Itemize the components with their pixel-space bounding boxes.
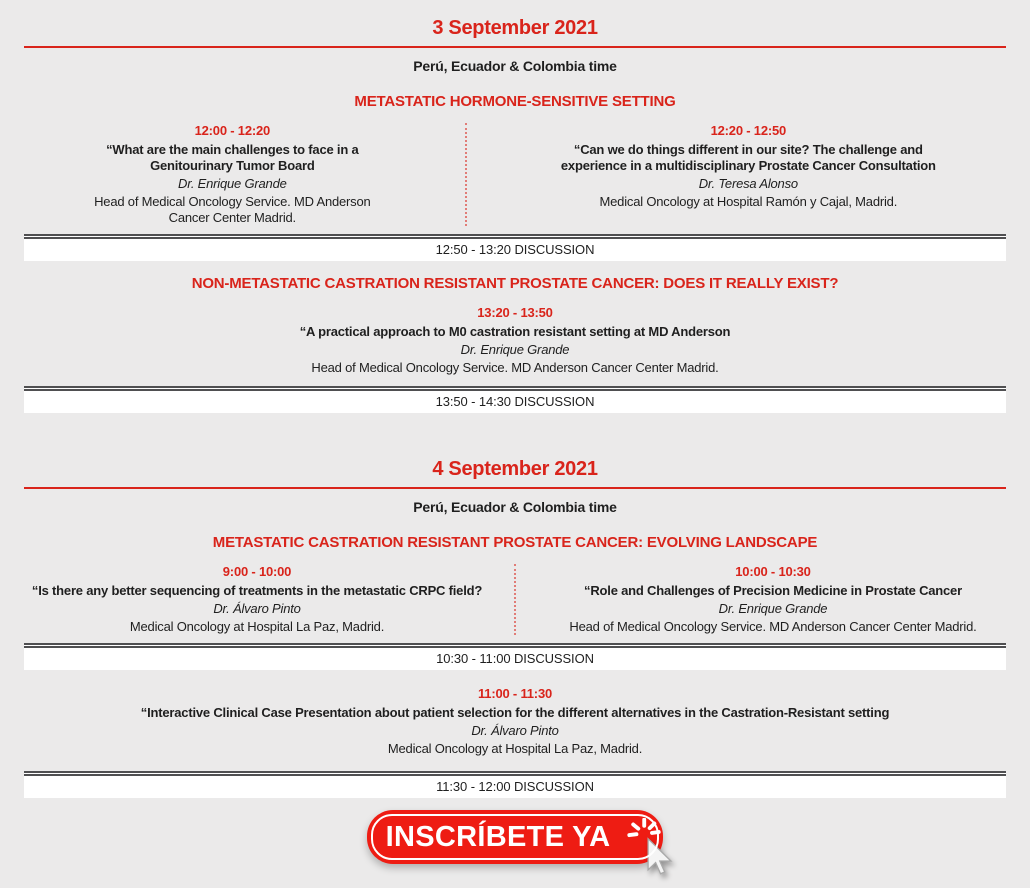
session-affiliation: Head of Medical Oncology Service. MD Anderson Cancer Center Madrid. (94, 194, 371, 225)
session-time: 11:00 - 11:30 (477, 686, 553, 701)
discussion-bar (24, 771, 1006, 798)
session-affiliation: Medical Oncology at Hospital Ramón y Cajal, Madrid. (599, 194, 898, 209)
session-title: “Interactive Clinical Case Presentation about patient selection for the different alternatives in the Castration-Resistant setting (140, 705, 890, 720)
click-cursor-icon (623, 818, 681, 888)
session-affiliation: Medical Oncology at Hospital La Paz, Madrid. (387, 741, 643, 756)
day-2-sessions-row (0, 564, 1030, 635)
track-heading-mcrpc: METASTATIC CASTRATION RESISTANT PROSTATE CANCER: EVOLVING LANDSCAPE (212, 534, 818, 551)
session-speaker: Dr. Enrique Grande (718, 601, 828, 616)
dotted-column-divider (514, 564, 516, 635)
session-card (467, 123, 1030, 226)
discussion-bar (24, 643, 1006, 670)
session-title: “Can we do things different in our site? The challenge and experience in a multidisciplinary Prostate Cancer Consultation (560, 142, 936, 173)
session-time: 12:00 - 12:20 (194, 123, 271, 138)
session-title: “Is there any better sequencing of treatments in the metastatic CRPC field? (31, 583, 483, 598)
session-title: “What are the main challenges to face in a Genitourinary Tumor Board (106, 142, 359, 173)
session-affiliation: Head of Medical Oncology Service. MD Anderson Cancer Center Madrid. (311, 360, 719, 375)
discussion-label: 12:50 - 13:20 DISCUSSION (435, 242, 595, 257)
session-title: “Role and Challenges of Precision Medicine in Prostate Cancer (584, 583, 962, 598)
session-affiliation: Medical Oncology at Hospital La Paz, Madrid. (129, 619, 385, 634)
cta-container (0, 810, 1030, 864)
red-divider-line (24, 487, 1006, 489)
session-speaker: Dr. Enrique Grande (178, 176, 287, 191)
red-divider-line (24, 46, 1006, 48)
discussion-bar (24, 386, 1006, 413)
inscribete-button[interactable] (367, 810, 663, 864)
session-speaker: Dr. Álvaro Pinto (213, 601, 301, 616)
session-title: “A practical approach to M0 castration resistant setting at MD Anderson (299, 324, 731, 339)
session-time: 12:20 - 12:50 (710, 123, 787, 138)
session-affiliation: Head of Medical Oncology Service. MD Anderson Cancer Center Madrid. (569, 619, 977, 634)
timezone-label: Perú, Ecuador & Colombia time (413, 58, 617, 74)
dotted-column-divider (465, 123, 467, 226)
session-card (0, 123, 465, 226)
day-1-section (0, 16, 1030, 413)
session-speaker: Dr. Enrique Grande (460, 342, 570, 357)
discussion-bar (24, 234, 1006, 261)
session-speaker: Dr. Álvaro Pinto (471, 723, 559, 738)
session-card (0, 305, 1030, 376)
session-time: 9:00 - 10:00 (222, 564, 292, 579)
discussion-label: 13:50 - 14:30 DISCUSSION (435, 394, 595, 409)
session-card (516, 564, 1030, 635)
session-card (0, 564, 514, 635)
discussion-label: 11:30 - 12:00 DISCUSSION (436, 779, 594, 794)
session-time: 10:00 - 10:30 (735, 564, 811, 579)
day-1-title: 3 September 2021 (432, 17, 598, 39)
timezone-label: Perú, Ecuador & Colombia time (413, 499, 617, 515)
inscribete-button-label: INSCRÍBETE YA (385, 820, 611, 853)
day-2-section (0, 457, 1030, 798)
day-1-sessions-row (0, 123, 1030, 226)
session-speaker: Dr. Teresa Alonso (698, 176, 798, 191)
session-card (0, 686, 1030, 757)
track-heading-nmcrpc: NON-METASTATIC CASTRATION RESISTANT PROSTATE CANCER: DOES IT REALLY EXIST? (191, 275, 839, 292)
discussion-label: 10:30 - 11:00 DISCUSSION (436, 651, 594, 666)
day-2-title: 4 September 2021 (432, 458, 598, 480)
session-time: 13:20 - 13:50 (477, 305, 553, 320)
track-heading-mhss: METASTATIC HORMONE-SENSITIVE SETTING (354, 93, 676, 110)
